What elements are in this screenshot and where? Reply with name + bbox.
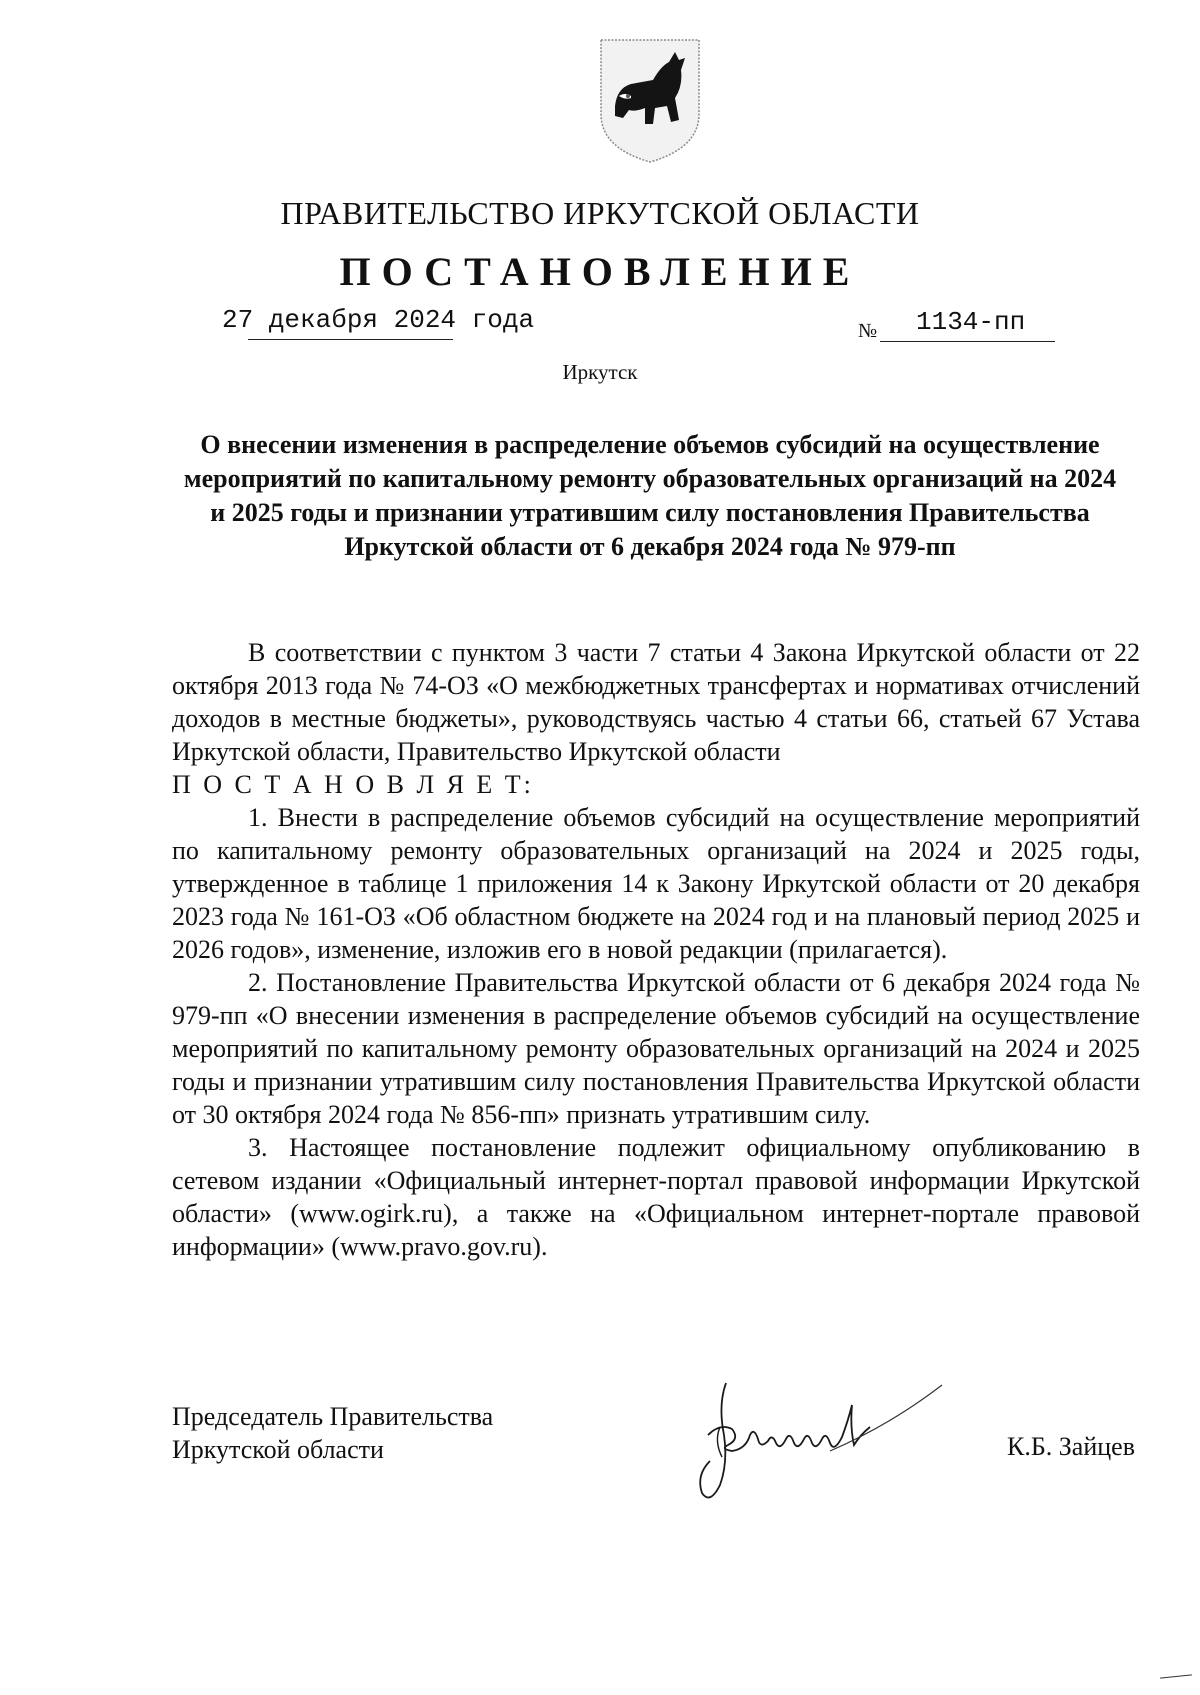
document-city: Иркутск [562, 360, 638, 384]
document-date: 27 декабря 2024 года [222, 305, 535, 335]
document-type: ПОСТАНОВЛЕНИЕ [339, 249, 861, 294]
coat-of-arms-icon [595, 36, 705, 166]
document-number: 1134-пп [916, 307, 1026, 337]
signer-name: К.Б. Зайцев [1007, 1432, 1135, 1461]
item-paragraph-2: 2. Постановление Правительства Иркутской области от 6 декабря 2024 года № 979-пп «О внесении изменения в распределение объемов субсидий на осуществление мероприятий по капитальному ремонту образовательных организаций на 2024 и 2025 годы и признании утратившим силу постановления Правительства Иркутской области от 30 октября 2024 года № 856-пп» признать утратившим силу. [172, 968, 1140, 1129]
signer-position [172, 1400, 493, 1466]
document-body [172, 636, 1140, 1263]
item-paragraph-3: 3. Настоящее постановление подлежит официальному опубликованию в сетевом издании «Официальный интернет-портал правовой информации Иркутской области» (www.ogirk.ru), а также на «Официальном интернет-портале правовой информации» (www.pravo.gov.ru). [172, 1133, 1140, 1261]
handwritten-signature [680, 1365, 970, 1515]
signer-position-line-1: Председатель Правительства [172, 1402, 494, 1431]
item-paragraph-1: 1. Внести в распределение объемов субсидий на осуществление мероприятий по капитальному ремонту образовательных организаций на 2024 и 2025 годы, утвержденное в таблице 1 приложения 14 к Закону Иркутской области от 20 декабря 2023 года № 161-ОЗ «Об областном бюджете на 2024 год и на плановый период 2025 и 2026 годов», изменение, изложив его в новой редакции (прилагается). [172, 803, 1140, 964]
government-name: ПРАВИТЕЛЬСТВО ИРКУТСКОЙ ОБЛАСТИ [280, 195, 920, 231]
number-underline [880, 341, 1055, 342]
resolves-line: П О С Т А Н О В Л Я Е Т: [172, 770, 534, 799]
number-sign: № [858, 320, 878, 342]
scan-edge-mark [1160, 1674, 1192, 1678]
date-underline [248, 339, 453, 340]
signer-position-line-2: Иркутской области [172, 1435, 384, 1464]
preamble-paragraph: В соответствии с пунктом 3 части 7 статьи 4 Закона Иркутской области от 22 октября 2013 года № 74-ОЗ «О межбюджетных трансфертах и нормативах отчислений доходов в местные бюджеты», руководствуясь частью 4 статьи 66, статьей 67 Устава Иркутской области, Правительство Иркутской области [172, 638, 1140, 766]
document-title: О внесении изменения в распределение объемов субсидий на осуществление мероприятий по капитальному ремонту образовательных организаций на 2024 и 2025 годы и признании утратившим силу постановления Правительства Иркутской области от 6 декабря 2024 года № 979-пп [183, 430, 1117, 561]
